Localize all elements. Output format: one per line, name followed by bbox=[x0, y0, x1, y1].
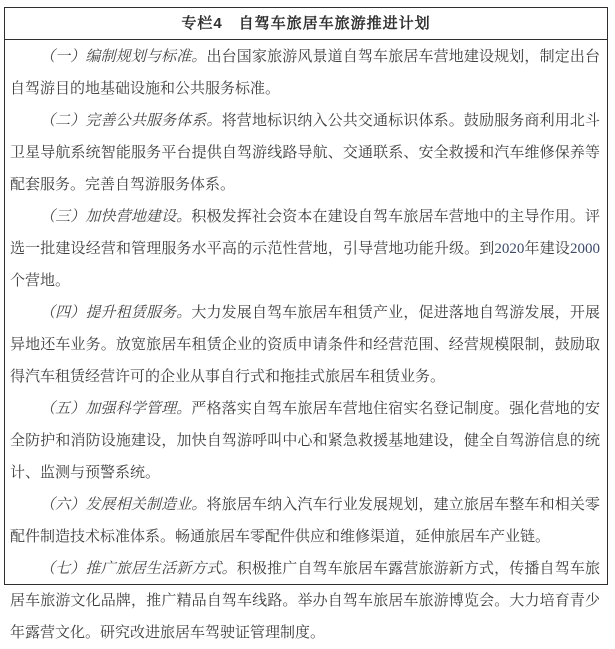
panel-body bbox=[5, 40, 607, 649]
panel-title: 专栏4 自驾车旅居车旅游推进计划 bbox=[5, 8, 607, 40]
plan-paragraph: （五）加强科学管理。严格落实自驾车旅居车营地住宿实名登记制度。强化营地的安全防护和消防设施建设，加快自驾游呼叫中心和紧急救援基地建设，健全自驾游信息的统计、监测与预警系统。 bbox=[10, 400, 600, 481]
paragraph-lead: （四）提升租赁服务。 bbox=[40, 304, 192, 321]
plan-paragraph: （一）编制规划与标准。出台国家旅游风景道自驾车旅居车营地建设规划，制定出台自驾游目的地基础设施和公共服务标准。 bbox=[10, 48, 600, 97]
plan-paragraph: （二）完善公共服务体系。将营地标识纳入公共交通标识体系。鼓励服务商利用北斗卫星导航系统智能服务平台提供自驾游线路导航、交通联系、安全救援和汽车维修保养等配套服务。完善自驾游服务体系。 bbox=[10, 112, 600, 193]
paragraph-lead: （六）发展相关制造业。 bbox=[40, 496, 207, 513]
plan-paragraph: （六）发展相关制造业。将旅居车纳入汽车行业发展规划，建立旅居车整车和相关零配件制造技术标准体系。畅通旅居车零配件供应和维修渠道，延伸旅居车产业链。 bbox=[10, 496, 600, 545]
paragraph-lead: （二）完善公共服务体系。 bbox=[40, 112, 222, 129]
plan-paragraph: （七）推广旅居生活新方式。积极推广自驾车旅居车露营旅游新方式，传播自驾车旅居车旅游文化品牌，推广精品自驾车线路。举办自驾车旅居车旅游博览会。大力培育青少年露营文化。研究改进旅居车驾驶证管理制度。 bbox=[10, 560, 600, 641]
plan-paragraph: （三）加快营地建设。积极发挥社会资本在建设自驾车旅居车营地中的主导作用。评选一批建设经营和管理服务水平高的示范性营地，引导营地功能升级。到2020年建设2000个营地。 bbox=[10, 208, 600, 289]
paragraph-lead: （五）加强科学管理。 bbox=[40, 400, 192, 417]
paragraph-lead: （三）加快营地建设。 bbox=[40, 208, 192, 225]
plan-panel bbox=[4, 7, 608, 641]
paragraph-lead: （一）编制规划与标准。 bbox=[40, 48, 207, 65]
number-highlight: 2000 bbox=[569, 241, 600, 257]
paragraph-lead: （七）推广旅居生活新方式。 bbox=[40, 560, 237, 577]
number-highlight: 2020 bbox=[494, 241, 525, 257]
plan-paragraph: （四）提升租赁服务。大力发展自驾车旅居车租赁产业，促进落地自驾游发展，开展异地还车业务。放宽旅居车租赁企业的资质申请条件和经营范围、经营规模限制，鼓励取得汽车租赁经营许可的企业从事自行式和拖挂式旅居车租赁业务。 bbox=[10, 304, 600, 385]
